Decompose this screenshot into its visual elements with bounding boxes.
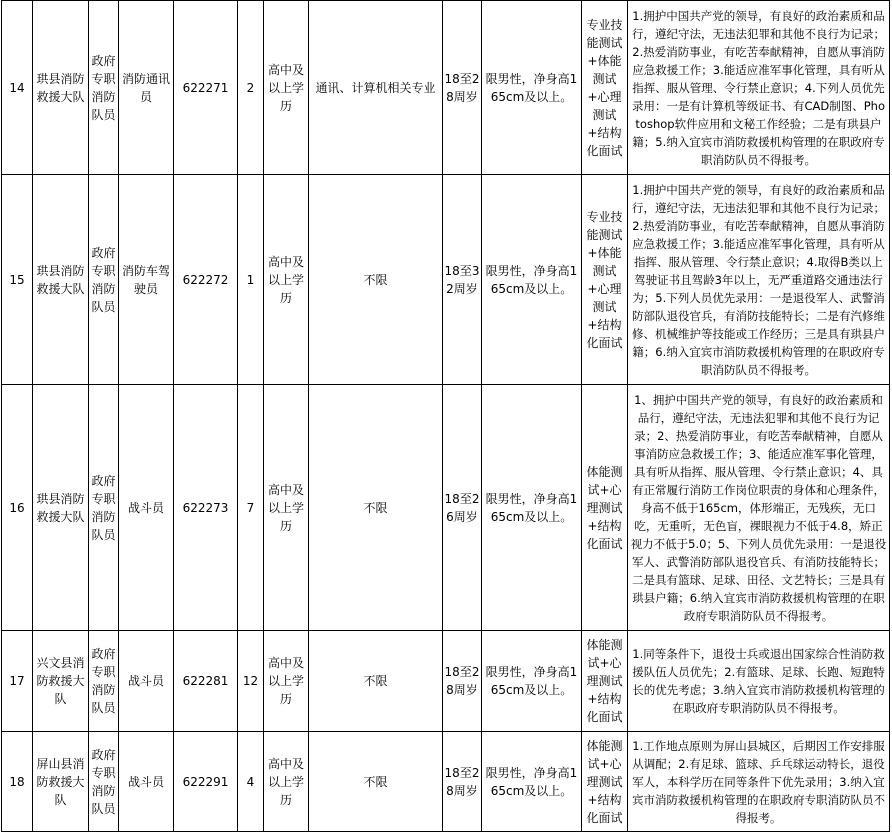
position-code-cell: 622272 <box>174 175 238 385</box>
unit-cell: 珙县消防救援大队 <box>33 175 89 385</box>
position-cell: 战斗员 <box>119 631 174 732</box>
position-cell: 战斗员 <box>119 385 174 631</box>
seq-cell: 15 <box>2 175 33 385</box>
education-cell: 高中及以上学历 <box>264 631 309 732</box>
major-cell: 通讯、计算机相关专业 <box>309 1 443 175</box>
exam-method-cell: 专业技能测试+体能测试+心理测试+结构化面试 <box>582 175 628 385</box>
position-code-cell: 622281 <box>174 631 238 732</box>
requirements-cell: 1.拥护中国共产党的领导，有良好的政治素质和品行，遵纪守法，无违法犯罪和其他不良行为记录；2.热爱消防事业，有吃苦奉献精神，自愿从事消防应急救援工作；3.能适应准军事化管理，具有听从指挥、服从管理、令行禁止意识；4.取得B类以上驾驶证书且驾龄3年以上，无严重道路交通违法行为；5.下列人员优先录用：一是退役军人、武警消防部队退役官兵，有消防技能特长；二是有汽修维修、机械维护等技能或工作经历；三是具有珙县户籍；6.纳入宜宾市消防救援机构管理的在职政府专职消防队员不得报考。 <box>628 175 890 385</box>
other-conditions-cell: 限男性，净身高165cm及以上。 <box>482 385 582 631</box>
requirements-cell: 1.拥护中国共产党的领导，有良好的政治素质和品行，遵纪守法，无违法犯罪和其他不良行为记录；2.热爱消防事业，有吃苦奉献精神，自愿从事消防应急救援工作；3.能适应准军事化管理，具有听从指挥、服从管理、令行禁止意识；4.下列人员优先录用：一是有计算机等级证书、有CAD制图、Photoshop软件应用和文秘工作经验；二是有珙县户籍；5.纳入宜宾市消防救援机构管理的在职政府专职消防队员不得报考。 <box>628 1 890 175</box>
age-cell: 18至28周岁 <box>443 1 482 175</box>
other-conditions-cell: 限男性，净身高165cm及以上。 <box>482 732 582 832</box>
recruitment-table <box>1 0 890 832</box>
age-cell: 18至28周岁 <box>443 732 482 832</box>
age-cell: 18至32周岁 <box>443 175 482 385</box>
position-cell: 消防通讯员 <box>119 1 174 175</box>
seq-cell: 14 <box>2 1 33 175</box>
category-cell: 政府专职消防队员 <box>89 1 119 175</box>
major-cell: 不限 <box>309 732 443 832</box>
category-cell: 政府专职消防队员 <box>89 732 119 832</box>
other-conditions-cell: 限男性，净身高165cm及以上。 <box>482 1 582 175</box>
unit-cell: 屏山县消防救援大队 <box>33 732 89 832</box>
major-cell: 不限 <box>309 385 443 631</box>
position-code-cell: 622273 <box>174 385 238 631</box>
seq-cell: 16 <box>2 385 33 631</box>
position-cell: 消防车驾驶员 <box>119 175 174 385</box>
table-row <box>2 732 890 832</box>
table-row <box>2 1 890 175</box>
position-code-cell: 622291 <box>174 732 238 832</box>
education-cell: 高中及以上学历 <box>264 385 309 631</box>
other-conditions-cell: 限男性，净身高165cm及以上。 <box>482 631 582 732</box>
table-row <box>2 385 890 631</box>
category-cell: 政府专职消防队员 <box>89 175 119 385</box>
education-cell: 高中及以上学历 <box>264 1 309 175</box>
education-cell: 高中及以上学历 <box>264 732 309 832</box>
education-cell: 高中及以上学历 <box>264 175 309 385</box>
unit-cell: 珙县消防救援大队 <box>33 385 89 631</box>
category-cell: 政府专职消防队员 <box>89 385 119 631</box>
exam-method-cell: 体能测试+心理测试+结构化面试 <box>582 385 628 631</box>
quota-cell: 7 <box>238 385 264 631</box>
unit-cell: 兴文县消防救援大队 <box>33 631 89 732</box>
other-conditions-cell: 限男性，净身高165cm及以上。 <box>482 175 582 385</box>
exam-method-cell: 专业技能测试+体能测试+心理测试+结构化面试 <box>582 1 628 175</box>
quota-cell: 2 <box>238 1 264 175</box>
quota-cell: 1 <box>238 175 264 385</box>
requirements-cell: 1.同等条件下，退役士兵或退出国家综合性消防救援队伍人员优先；2.有篮球、足球、长跑、短跑特长的优先考虑；3.纳入宜宾市消防救援机构管理的在职政府专职消防队员不得报考。 <box>628 631 890 732</box>
major-cell: 不限 <box>309 175 443 385</box>
age-cell: 18至26周岁 <box>443 385 482 631</box>
seq-cell: 18 <box>2 732 33 832</box>
table-row <box>2 175 890 385</box>
category-cell: 政府专职消防队员 <box>89 631 119 732</box>
position-cell: 战斗员 <box>119 732 174 832</box>
position-code-cell: 622271 <box>174 1 238 175</box>
quota-cell: 12 <box>238 631 264 732</box>
table-row <box>2 631 890 732</box>
exam-method-cell: 体能测试+心理测试+结构化面试 <box>582 732 628 832</box>
requirements-cell: 1.工作地点原则为屏山县城区，后期因工作安排服从调配；2.有足球、篮球、乒乓球运动特长，退役军人，本科学历在同等条件下优先录用；3.纳入宜宾市消防救援机构管理的在职政府专职消防队员不得报考。 <box>628 732 890 832</box>
seq-cell: 17 <box>2 631 33 732</box>
unit-cell: 珙县消防救援大队 <box>33 1 89 175</box>
exam-method-cell: 体能测试+心理测试+结构化面试 <box>582 631 628 732</box>
quota-cell: 4 <box>238 732 264 832</box>
age-cell: 18至28周岁 <box>443 631 482 732</box>
major-cell: 不限 <box>309 631 443 732</box>
requirements-cell: 1、拥护中国共产党的领导，有良好的政治素质和品行，遵纪守法，无违法犯罪和其他不良行为记录；2、热爱消防事业，有吃苦奉献精神，自愿从事消防应急救援工作；3、能适应准军事化管理，具有听从指挥、服从管理、令行禁止意识；4、具有正常履行消防工作岗位职责的身体和心理条件，身高不低于165cm，体形端正，无残疾，无口吃，无重听，无色盲，裸眼视力不低于4.8，矫正视力不低于5.0；5、下列人员优先录用：一是退役军人、武警消防部队退役官兵、有消防技能特长；二是具有篮球、足球、田径、文艺特长；三是具有珙县户籍；6.纳入宜宾市消防救援机构管理的在职政府专职消防队员不得报考。 <box>628 385 890 631</box>
